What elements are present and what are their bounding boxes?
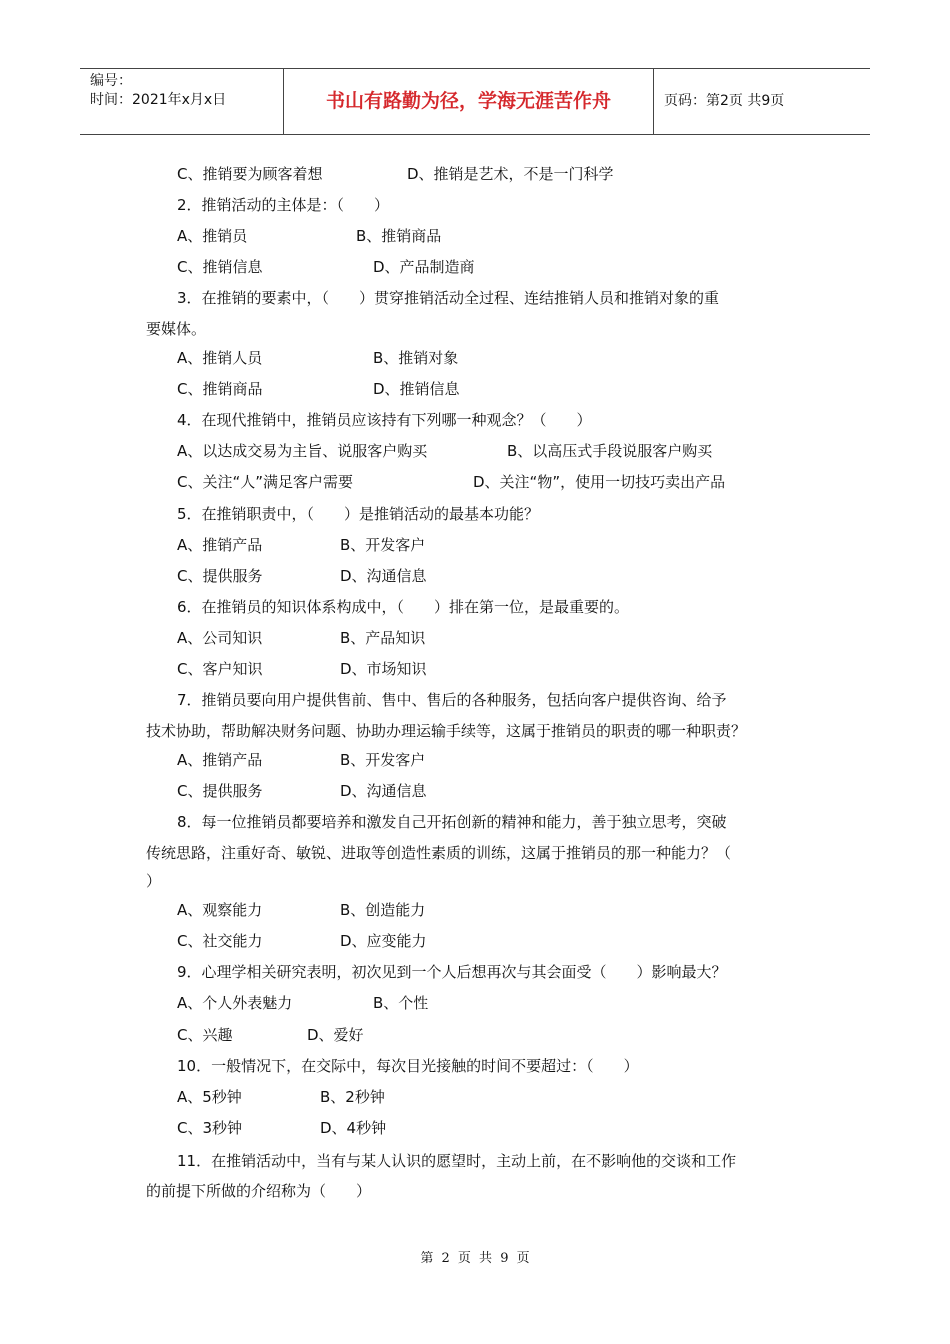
option: A、观察能力 — [177, 901, 263, 919]
question-text: 要媒体。 — [146, 320, 207, 338]
question-text: 9．心理学相关研究表明，初次见到一个人后想再次与其会面受（ ）影响最大？ — [177, 963, 727, 981]
option: B、推销对象 — [373, 349, 459, 367]
option: D、4秒钟 — [320, 1119, 387, 1137]
option: A、推销人员 — [177, 349, 263, 367]
header-info — [80, 69, 283, 134]
option: B、个性 — [373, 994, 429, 1012]
document-number: 编号： — [90, 73, 132, 89]
question-text: 7．推销员要向用户提供售前、售中、售后的各种服务，包括向客户提供咨询、给予 — [177, 691, 727, 709]
option: B、2秒钟 — [320, 1088, 385, 1106]
option: B、推销商品 — [356, 227, 442, 245]
option: C、兴趣 — [177, 1026, 233, 1044]
option: D、爱好 — [307, 1026, 364, 1044]
option: A、推销产品 — [177, 751, 263, 769]
option: D、沟通信息 — [340, 567, 427, 585]
option: D、沟通信息 — [340, 782, 427, 800]
question-text: 11．在推销活动中，当有与某人认识的愿望时，主动上前，在不影响他的交谈和工作 — [177, 1152, 737, 1170]
option: C、社交能力 — [177, 932, 263, 950]
option: B、产品知识 — [340, 629, 426, 647]
option: A、5秒钟 — [177, 1088, 242, 1106]
option: A、推销产品 — [177, 536, 263, 554]
option: C、提供服务 — [177, 782, 263, 800]
option: B、开发客户 — [340, 751, 426, 769]
question-text: 5．在推销职责中，（ ）是推销活动的最基本功能？ — [177, 505, 540, 523]
header-motto: 书山有路勤为径，学海无涯苦作舟 — [283, 69, 654, 134]
option: C、3秒钟 — [177, 1119, 243, 1137]
document-date: 时间：2021年x月x日 — [90, 92, 227, 108]
option: C、客户知识 — [177, 660, 263, 678]
question-text: ） — [146, 872, 162, 890]
question-text: 传统思路，注重好奇、敏锐、进取等创造性素质的训练，这属于推销员的那一种能力？（ — [146, 844, 732, 862]
option: A、以达成交易为主旨、说服客户购买 — [177, 442, 428, 460]
option: C、关注“人”满足客户需要 — [177, 473, 354, 491]
option: D、产品制造商 — [373, 258, 475, 276]
option: A、推销员 — [177, 227, 248, 245]
question-text: 技术协助，帮助解决财务问题、协助办理运输手续等，这属于推销员的职责的哪一种职责？ — [146, 722, 747, 740]
option: C、推销商品 — [177, 380, 263, 398]
header-page-number: 页码：第2页 共9页 — [664, 93, 785, 109]
option: C、推销信息 — [177, 258, 263, 276]
option: C、提供服务 — [177, 567, 263, 585]
question-text: 的前提下所做的介绍称为（ ） — [146, 1182, 372, 1200]
option: B、开发客户 — [340, 536, 426, 554]
question-text: 10．一般情况下，在交际中，每次目光接触的时间不要超过：（ ） — [177, 1057, 639, 1075]
option: D、推销是艺术，不是一门科学 — [407, 165, 614, 183]
option: A、公司知识 — [177, 629, 263, 647]
option: D、推销信息 — [373, 380, 460, 398]
option: B、以高压式手段说服客户购买 — [507, 442, 713, 460]
page-header — [80, 68, 870, 135]
option: B、创造能力 — [340, 901, 426, 919]
option: D、市场知识 — [340, 660, 427, 678]
page-footer: 第 2 页 共 9 页 — [420, 1251, 530, 1266]
question-text: 3．在推销的要素中，（ ）贯穿推销活动全过程、连结推销人员和推销对象的重 — [177, 289, 720, 307]
option: D、应变能力 — [340, 932, 427, 950]
question-text: 4．在现代推销中，推销员应该持有下列哪一种观念？（ ） — [177, 411, 592, 429]
question-text: 8．每一位推销员都要培养和激发自己开拓创新的精神和能力，善于独立思考，突破 — [177, 813, 727, 831]
option: A、个人外表魅力 — [177, 994, 293, 1012]
question-text: 6．在推销员的知识体系构成中，（ ）排在第一位，是最重要的。 — [177, 598, 630, 616]
question-text: 2．推销活动的主体是：（ ） — [177, 196, 390, 214]
option: C、推销要为顾客着想 — [177, 165, 323, 183]
option: D、关注“物”，使用一切技巧卖出产品 — [473, 473, 726, 491]
